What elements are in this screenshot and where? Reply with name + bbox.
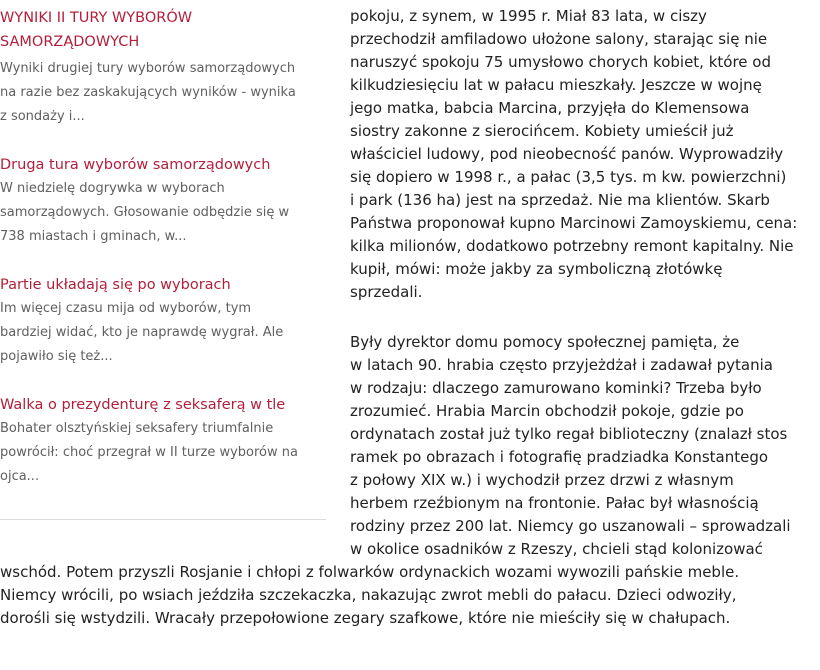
text-line: i park (136 ha) jest na sprzedaż. Nie ma klientów. Skarb <box>350 191 770 209</box>
teaser-title-line: WYNIKI II TURY WYBORÓW <box>0 10 193 26</box>
teaser-lead-line: samorządowych. Głosowanie odbędzie się w <box>0 205 290 220</box>
text-line: dorośli się wstydzili. Wracały przepołowione zegary szafkowe, które nie mieściły się w chałupach. <box>0 609 731 627</box>
related-articles-sidebar <box>0 0 326 520</box>
text-line: w okolice osadników z Rzeszy, chcieli stąd kolonizować <box>350 540 763 558</box>
teaser-title-link[interactable] <box>0 153 326 177</box>
text-line: przechodził amfiladowo ułożone salony, starając się nie <box>350 30 768 48</box>
teaser <box>0 0 326 129</box>
sidebar-divider <box>0 519 326 520</box>
teaser-lead <box>0 177 326 249</box>
teaser-lead-line: powrócił: choć przegrał w II turze wyborów na <box>0 445 298 460</box>
text-line: w latach 90. hrabia często przyjeżdżał i zadawał pytania <box>350 356 773 374</box>
teaser-lead-line: Im więcej czasu mija od wyborów, tym <box>0 301 252 316</box>
teaser-lead-line: pojawiło się też... <box>0 349 113 364</box>
text-line: zrozumieć. Hrabia Marcin obchodził pokoje, gdzie po <box>350 402 744 420</box>
text-line: Były dyrektor domu pomocy społecznej pamięta, że <box>350 333 740 351</box>
text-line: Państwa proponował kupno Marcinowi Zamoyskiemu, cena: <box>350 214 798 232</box>
teaser <box>0 393 326 489</box>
teaser-lead-line: z sondaży i... <box>0 109 85 124</box>
text-line: ramek po obrazach i fotografię pradziadka Konstantego <box>350 448 769 466</box>
teaser-lead-line: W niedzielę dogrywka w wyborach <box>0 181 225 196</box>
text-line: naruszyć spokoju 75 umysłowo chorych kobiet, które od <box>350 53 771 71</box>
text-line: jego matka, babcia Marcina, przyjęła do Klemensowa <box>350 99 750 117</box>
text-line: wschód. Potem przyszli Rosjanie i chłopi z folwarków ordynackich wozami wywozili pańskie meble. <box>0 563 740 581</box>
teaser-lead <box>0 297 326 369</box>
teaser-lead-line: na razie bez zaskakujących wyników - wynika <box>0 85 296 100</box>
teaser-title-line: SAMORZĄDOWYCH <box>0 34 140 50</box>
teaser-title-line: Partie układają się po wyborach <box>0 277 231 293</box>
text-line: kilkudziesięciu lat w pałacu mieszkały. Jeszcze w wojnę <box>350 76 762 94</box>
text-line: kilka milionów, dodatkowo potrzebny remont kapitalny. Nie <box>350 237 794 255</box>
text-line: herbem rzeźbionym na frontonie. Pałac był własnością <box>350 494 759 512</box>
teaser-title-line: Walka o prezydenturę z seksaferą w tle <box>0 397 286 413</box>
text-line: pokoju, z synem, w 1995 r. Miał 83 lata, w ciszy <box>350 7 707 25</box>
teaser-lead <box>0 57 326 129</box>
teaser-title-link[interactable] <box>0 6 326 54</box>
teaser-title-line: Druga tura wyborów samorządowych <box>0 157 271 173</box>
teaser <box>0 273 326 369</box>
teaser-lead-line: 738 miastach i gminach, w... <box>0 229 187 244</box>
teaser-lead <box>0 417 326 489</box>
text-line: z połowy XIX w.) i wychodził przez drzwi z własnym <box>350 471 734 489</box>
text-line: kupił, mówi: może jakby za symboliczną złotówkę <box>350 260 723 278</box>
teaser-title-link[interactable] <box>0 393 326 417</box>
text-line: ordynatach został już tylko regał biblioteczny (znalazł stos <box>350 425 788 443</box>
text-line: Niemcy wrócili, po wsiach jeździła szczekaczka, nakazując zwrot mebli do pałacu. Dzieci odwoziły, <box>0 586 737 604</box>
teaser-title-link[interactable] <box>0 273 326 297</box>
teaser-lead-line: bardziej widać, kto je naprawdę wygrał. Ale <box>0 325 284 340</box>
text-line: właściciel ludowy, pod nieobecność panów. Wyprowadziły <box>350 145 784 163</box>
text-line: w rodzaju: dlaczego zamurowano kominki? Trzeba było <box>350 379 762 397</box>
teaser-lead-line: Wyniki drugiej tury wyborów samorządowych <box>0 61 296 76</box>
text-line: się dopiero w 1998 r., a pałac (3,5 tys. m kw. powierzchni) <box>350 168 787 186</box>
teaser-lead-line: ojca... <box>0 469 40 484</box>
teaser <box>0 153 326 249</box>
teaser-lead-line: Bohater olsztyńskiej seksafery triumfalnie <box>0 421 274 436</box>
text-line: siostry zakonne z sierocińcem. Kobiety umieścił już <box>350 122 734 140</box>
text-line: rodziny przez 200 lat. Niemcy go uszanowali – sprowadzali <box>350 517 791 535</box>
text-line: sprzedali. <box>350 283 423 301</box>
